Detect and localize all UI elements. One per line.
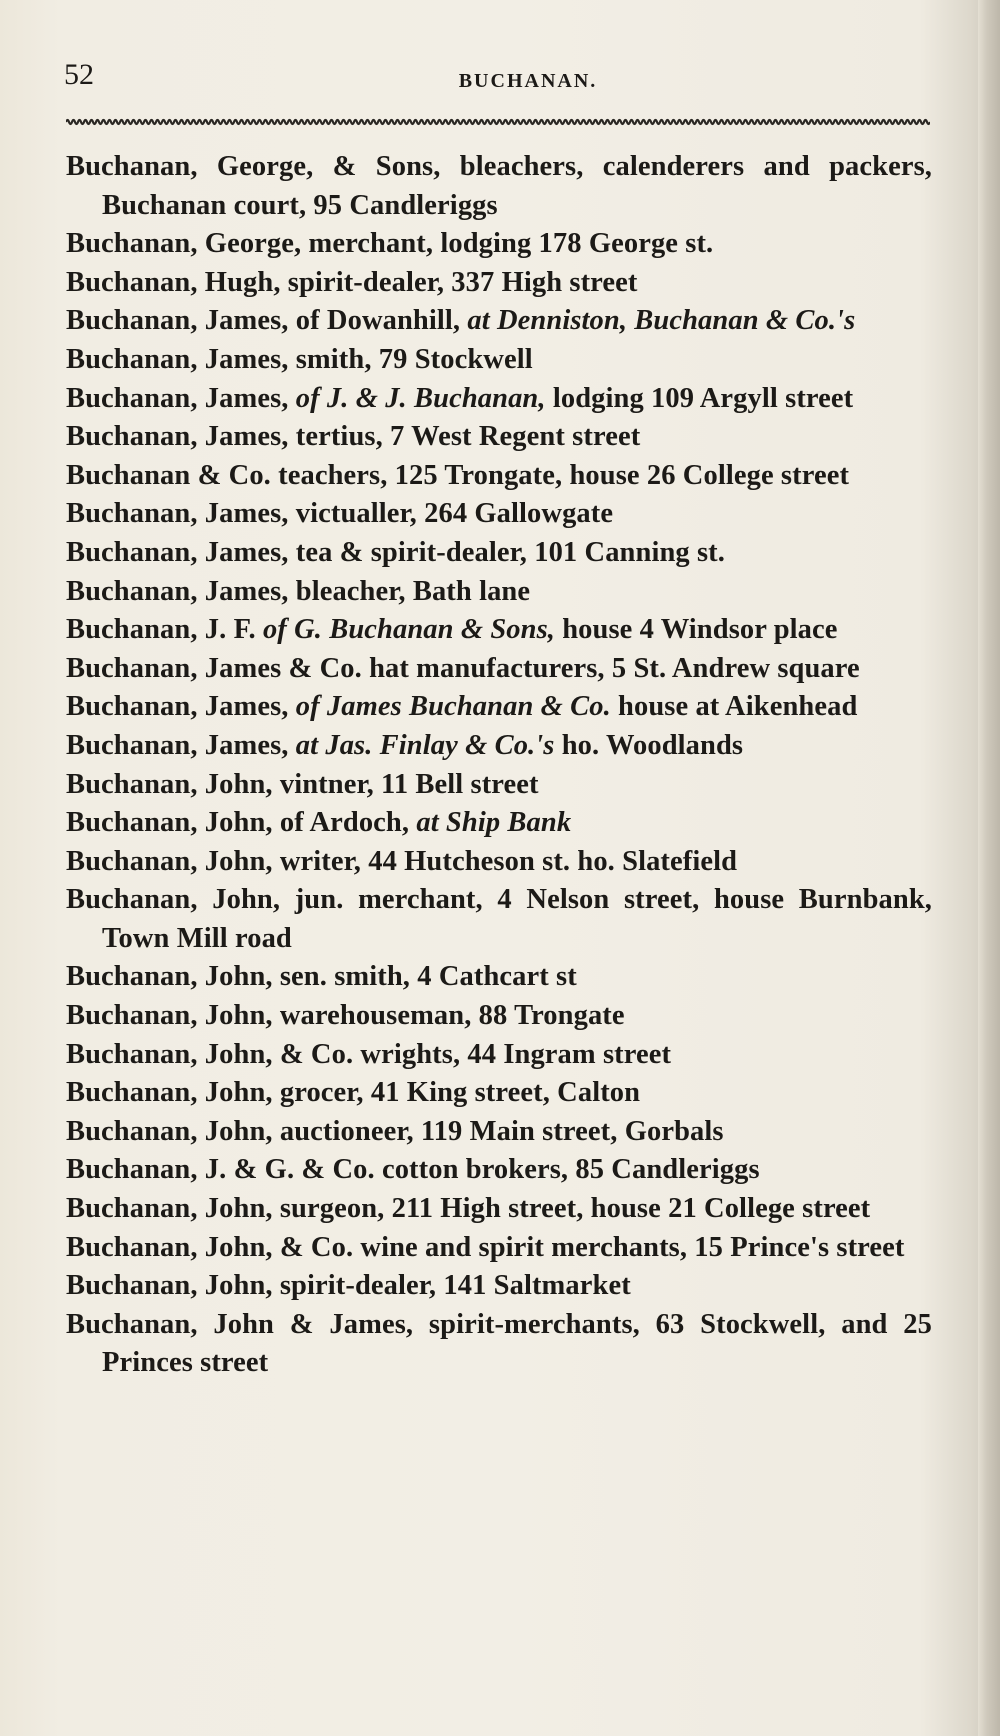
directory-entry <box>66 534 932 573</box>
entry-italic-text: at Ship Bank <box>416 807 572 839</box>
entry-text: Buchanan, James, smith, 79 Stockwell <box>66 343 533 375</box>
directory-entry <box>66 302 932 341</box>
entry-text: Buchanan, John, jun. merchant, 4 Nelson street, house Burnbank, Town Mill road <box>66 884 932 954</box>
entry-italic-text: at Denniston, Buchanan & Co.'s <box>467 305 856 337</box>
entry-text: Buchanan, James, <box>66 691 296 723</box>
directory-entry <box>66 843 932 882</box>
entry-text: Buchanan, John, & Co. wine and spirit merchants, 15 Prince's street <box>66 1231 905 1263</box>
directory-entries <box>66 148 932 1383</box>
decorative-rule <box>66 117 930 127</box>
entry-text: Buchanan, John, of Ardoch, <box>66 807 417 839</box>
entry-text: house 4 Windsor place <box>555 614 838 646</box>
directory-entry <box>66 804 932 843</box>
entry-text: Buchanan, James, tea & spirit-dealer, 101 Canning st. <box>66 536 725 568</box>
directory-entry <box>66 1113 932 1152</box>
directory-entry <box>66 997 932 1036</box>
entry-text: Buchanan & Co. teachers, 125 Trongate, house 26 College street <box>66 459 850 491</box>
entry-text: Buchanan, John & James, spirit-merchants, 63 Stockwell, and 25 Princes street <box>66 1308 932 1379</box>
page-edge-shadow <box>978 0 1000 1736</box>
directory-entry <box>66 1306 932 1383</box>
entry-text: Buchanan, J. & G. & Co. cotton brokers, 85 Candleriggs <box>66 1154 760 1186</box>
entry-text: lodging 109 Argyll street <box>545 382 854 414</box>
entry-text: Buchanan, John, warehouseman, 88 Trongate <box>66 1000 625 1032</box>
entry-text: Buchanan, John, sen. smith, 4 Cathcart st <box>66 961 577 993</box>
directory-entry <box>66 495 932 534</box>
directory-entry <box>66 457 932 496</box>
entry-text: Buchanan, James, victualler, 264 Gallowgate <box>66 498 614 530</box>
directory-entry <box>66 650 932 689</box>
entry-text: Buchanan, John, auctioneer, 119 Main street, Gorbals <box>66 1115 724 1147</box>
entry-text: Buchanan, Hugh, spirit-dealer, 337 High street <box>66 266 638 298</box>
directory-entry <box>66 380 932 419</box>
directory-entry <box>66 1267 932 1306</box>
entry-text: ho. Woodlands <box>554 729 744 761</box>
entry-italic-text: of G. Buchanan & Sons, <box>262 614 555 646</box>
entry-text: Buchanan, John, & Co. wrights, 44 Ingram street <box>66 1038 672 1070</box>
directory-entry <box>66 1074 932 1113</box>
entry-text: Buchanan, John, spirit-dealer, 141 Saltmarket <box>66 1270 631 1302</box>
directory-entry <box>66 881 932 958</box>
directory-entry <box>66 1229 932 1268</box>
directory-entry <box>66 688 932 727</box>
page-header <box>64 58 932 98</box>
page-number: 52 <box>64 58 94 91</box>
directory-entry <box>66 264 932 303</box>
directory-entry <box>66 1151 932 1190</box>
entry-text: Buchanan, George, & Sons, bleachers, calenderers and packers, Buchanan court, 95 Candleriggs <box>66 151 932 221</box>
entry-text: Buchanan, James, <box>66 382 296 414</box>
directory-entry <box>66 1190 932 1229</box>
entry-text: house at Aikenhead <box>610 691 858 723</box>
entry-text: Buchanan, James, tertius, 7 West Regent street <box>66 421 641 453</box>
entry-text: Buchanan, John, surgeon, 211 High street, house 21 College street <box>66 1193 871 1225</box>
entry-italic-text: at Jas. Finlay & Co.'s <box>295 729 555 761</box>
entry-italic-text: of J. & J. Buchanan, <box>295 382 546 414</box>
directory-entry <box>66 573 932 612</box>
entry-text: Buchanan, James, bleacher, Bath lane <box>66 575 531 607</box>
entry-italic-text: of James Buchanan & Co. <box>295 691 611 723</box>
entry-text: Buchanan, James & Co. hat manufacturers, 5 St. Andrew square <box>66 652 860 684</box>
entry-text: Buchanan, John, writer, 44 Hutcheson st. ho. Slatefield <box>66 845 738 877</box>
entry-text: Buchanan, James, <box>66 729 296 761</box>
entry-text: Buchanan, George, merchant, lodging 178 George st. <box>66 228 714 260</box>
entry-text: Buchanan, John, grocer, 41 King street, Calton <box>66 1077 641 1109</box>
entry-text: Buchanan, James, of Dowanhill, <box>66 305 468 337</box>
directory-entry <box>66 1036 932 1075</box>
directory-entry <box>66 148 932 225</box>
directory-entry <box>66 611 932 650</box>
entry-text: Buchanan, J. F. <box>66 614 263 646</box>
directory-entry <box>66 341 932 380</box>
directory-entry <box>66 766 932 805</box>
directory-entry <box>66 418 932 457</box>
directory-entry <box>66 727 932 766</box>
running-head: BUCHANAN. <box>458 70 598 92</box>
entry-text: Buchanan, John, vintner, 11 Bell street <box>66 768 539 800</box>
directory-entry <box>66 225 932 264</box>
directory-entry <box>66 958 932 997</box>
